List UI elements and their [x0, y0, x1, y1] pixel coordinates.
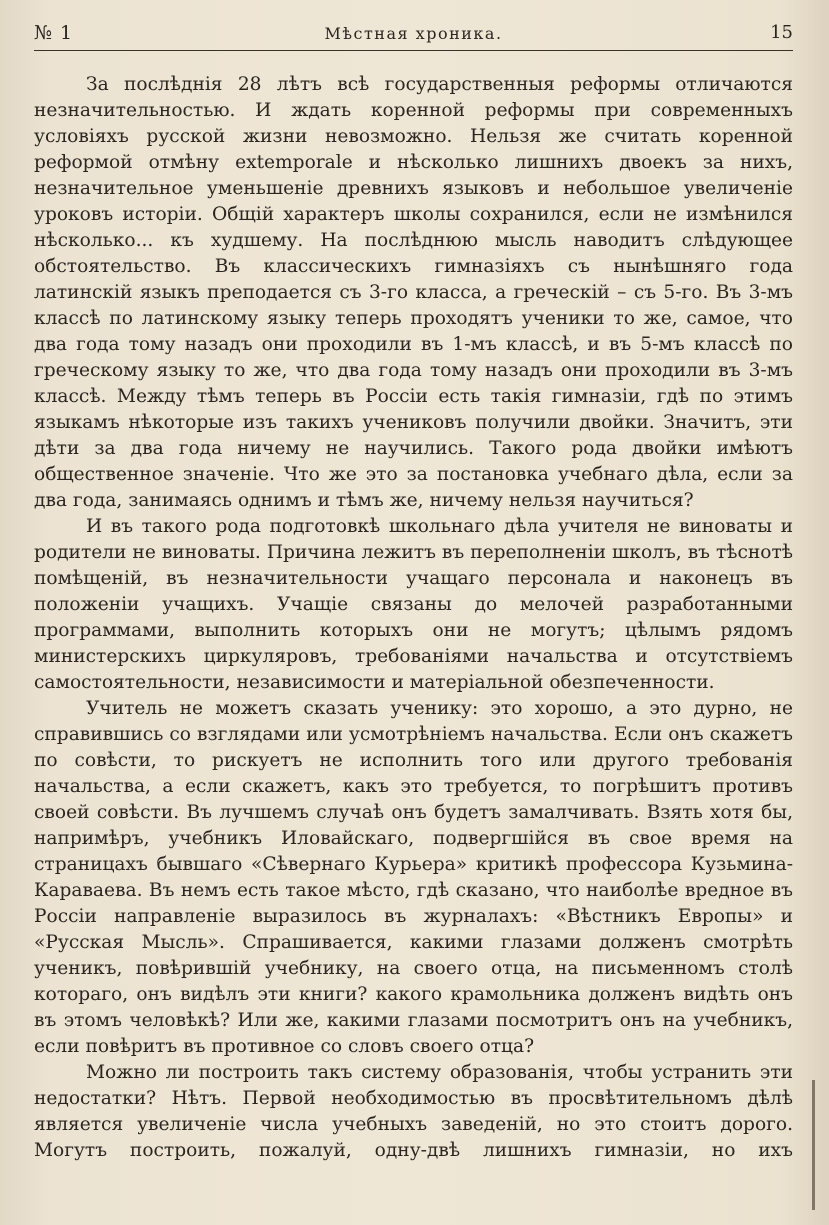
paragraph: И въ такого рода подготовкѣ школьнаго дѣла учителя не виноваты и родители не виноваты. Причина лежитъ въ переполненіи школъ, въ тѣснотѣ помѣщеній, въ незначительности учащаго персонала и наконецъ въ положеніи учащихъ. Учащіе связаны до мелочей разработанными программами, выполнить которыхъ они не могутъ; цѣлымъ рядомъ министерскихъ циркуляровъ, требованіями начальства и отсутствіемъ самостоятельности, независимости и матеріальной обезпеченности. — [34, 516, 793, 693]
issue-number: № 1 — [34, 22, 74, 44]
section-title: Мѣстная хроника. — [324, 24, 503, 43]
page-number: 15 — [770, 22, 793, 43]
binding-edge — [812, 1080, 815, 1210]
paragraph: Учитель не можетъ сказать ученику: это хорошо, а это дурно, не справившись со взглядами или усмотрѣніемъ начальства. Если онъ скажетъ по совѣсти, то рискуетъ не исполнить того или другого требованія начальства, а если скажетъ, какъ это требуется, то погрѣшитъ противъ своей совѣсти. Въ лучшемъ случаѣ онъ будетъ замалчивать. Взять хотя бы, напримѣръ, учебникъ Иловайскаго, подвергшійся въ свое время на страницахъ бывшаго «Сѣвернаго Курьера» критикѣ профессора Кузьмина-Караваева. Въ немъ есть такое мѣсто, гдѣ сказано, что наиболѣе вредное въ Россіи направленіе выразилось въ журналахъ: «Вѣстникъ Европы» и «Русская Мысль». Спрашивается, какими глазами долженъ смотрѣть ученикъ, повѣрившій учебнику, на своего отца, на письменномъ столѣ котораго, онъ видѣлъ эти книги? какого крамольника долженъ видѣть онъ въ этомъ человѣкѣ? Или же, какими глазами посмотритъ онъ на учебникъ, если повѣритъ въ противное со словъ своего отца? — [34, 698, 793, 1057]
article-body — [34, 72, 793, 1164]
paragraph: Можно ли построить такъ систему образованія, чтобы устранить эти недостатки? Нѣтъ. Первой необходимостью въ просвѣтительномъ дѣлѣ является увеличеніе числа учебныхъ заведеній, но это стоитъ дорого. Могутъ построить, пожалуй, одну-двѣ лишнихъ гимназіи, но ихъ — [34, 1062, 793, 1161]
paragraph: За послѣднія 28 лѣтъ всѣ государственныя реформы отличаются незначительностью. И ждать коренной реформы при современныхъ условіяхъ русской жизни невозможно. Нельзя же считать коренной реформой отмѣну extemporale и нѣсколько лишнихъ двоекъ за нихъ, незначительное уменьшеніе древнихъ языковъ и небольшое увеличеніе уроковъ исторіи. Общій характеръ школы сохранился, если не измѣнился нѣсколько... къ худшему. На послѣднюю мысль наводитъ слѣдующее обстоятельство. Въ классическихъ гимназіяхъ съ нынѣшняго года латинскій языкъ преподается съ 3-го класса, а греческій – съ 5-го. Въ 3-мъ классѣ по латинскому языку теперь проходятъ ученики то же, самое, что два года тому назадъ они проходили въ 1-мъ классѣ, и въ 5-мъ классѣ по греческому языку то же, что два года тому назадъ они проходили въ 3-мъ классѣ. Между тѣмъ теперь въ Россіи есть такія гимназіи, гдѣ по этимъ языкамъ нѣкоторые изъ такихъ учениковъ получили двойки. Значитъ, эти дѣти за два года ничему не научились. Такого рода двойки имѣютъ общественное значеніе. Что же это за постановка учебнаго дѣла, если за два года, занимаясь однимъ и тѣмъ же, ничему нельзя научиться? — [34, 74, 793, 511]
page-header — [34, 20, 793, 51]
